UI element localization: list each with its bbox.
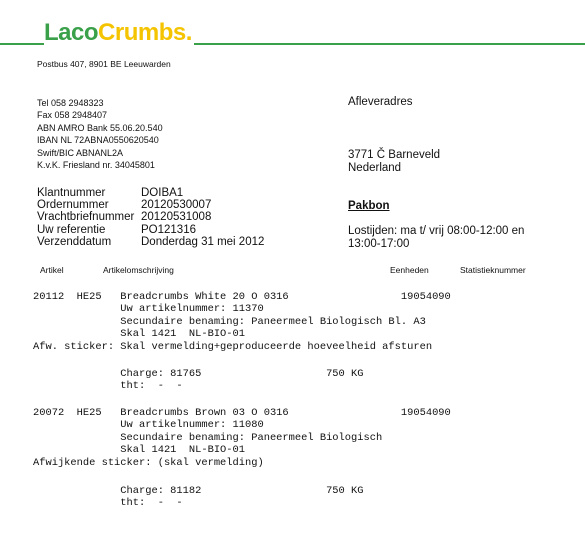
item-line: Afw. sticker: Skal vermelding+geproduceerde hoeveelheid afsturen: [33, 340, 433, 353]
order-info-value: 20120530007: [141, 199, 212, 212]
order-info-row: [37, 224, 264, 236]
item-charge-block: [33, 368, 363, 393]
order-info-row: [37, 187, 264, 199]
order-info-row: [37, 236, 264, 248]
contact-line: ABN AMRO Bank 55.06.20.540: [37, 122, 163, 133]
order-info-label: Klantnummer: [37, 187, 106, 199]
lostijden-line: 13:00-17:00: [348, 237, 410, 250]
item-block: [33, 407, 451, 469]
item-charge-block: [33, 485, 363, 510]
delivery-country: Nederland: [348, 162, 402, 174]
item-line: Afwijkende sticker: (skal vermelding): [33, 456, 264, 469]
item-line: Secundaire benaming: Paneermeel Biologisch Bl. A3: [33, 315, 426, 328]
lostijden: [348, 225, 524, 250]
company-contact: [37, 97, 163, 171]
order-info-label: Ordernummer: [37, 199, 109, 212]
order-info-value: DOIBA1: [141, 187, 184, 199]
lacocrumbs-logo: LacoCrumbs.: [44, 19, 192, 46]
order-info-row: [37, 199, 264, 211]
item-line: Skal 1421 NL-BIO-01: [33, 328, 246, 341]
item-line: 20072 HE25 Breadcrumbs Brown 03 O 0316 19054090: [33, 407, 451, 419]
delivery-title: Afleveradres: [348, 96, 413, 108]
lostijden-line: Lostijden: ma t/ vrij 08:00-12:00 en: [348, 225, 525, 237]
order-info-row: [37, 211, 264, 223]
item-line: 20112 HE25 Breadcrumbs White 20 O 0316 19054090: [33, 291, 451, 303]
order-info: [37, 187, 264, 248]
item-line: Uw artikelnummer: 11080: [33, 419, 264, 432]
col-artikel: Artikel: [40, 265, 64, 275]
charge-line: Charge: 81765 750 KG: [33, 368, 364, 380]
order-info-label: Verzenddatum: [37, 235, 112, 248]
col-omschrijving: Artikelomschrijving: [103, 265, 174, 275]
order-info-value: Donderdag 31 mei 2012: [141, 235, 265, 248]
postal-address: Postbus 407, 8901 BE Leeuwarden: [37, 59, 171, 69]
charge-line: tht: - -: [33, 497, 183, 510]
col-statistieknummer: Statistieknummer: [460, 265, 526, 275]
order-info-label: Uw referentie: [37, 223, 106, 236]
item-line: Uw artikelnummer: 11370: [33, 303, 264, 316]
contact-line: Swift/BIC ABNANL2A: [37, 147, 124, 158]
item-line: Secundaire benaming: Paneermeel Biologisch: [33, 431, 383, 444]
contact-line: Tel 058 2948323: [37, 98, 104, 108]
col-eenheden: Eenheden: [390, 265, 429, 275]
item-line: Skal 1421 NL-BIO-01: [33, 444, 246, 457]
contact-line: K.v.K. Friesland nr. 34045801: [37, 160, 155, 171]
order-info-value: PO121316: [141, 223, 196, 236]
charge-line: tht: - -: [33, 380, 183, 393]
contact-line: IBAN NL 72ABNA0550620540: [37, 135, 159, 146]
item-block: [33, 291, 451, 353]
order-info-label: Vrachtbriefnummer: [37, 211, 135, 224]
doc-title: Pakbon: [348, 200, 390, 212]
contact-line: Fax 058 2948407: [37, 110, 108, 121]
delivery-city: 3771 Č Barneveld: [348, 149, 441, 161]
order-info-value: 20120531008: [141, 211, 212, 224]
charge-line: Charge: 81182 750 KG: [33, 485, 364, 497]
